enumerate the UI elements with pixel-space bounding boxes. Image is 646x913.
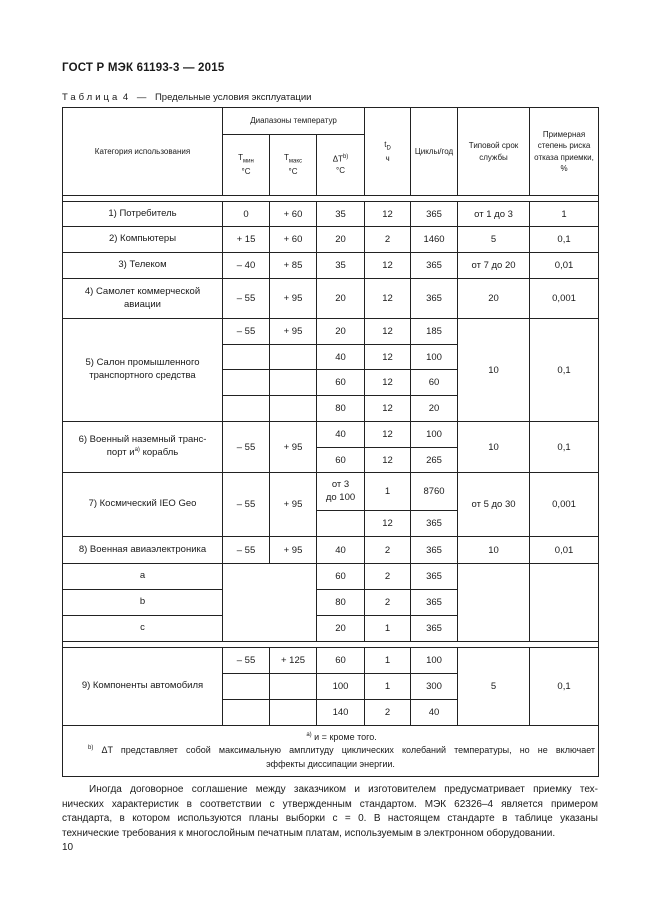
header-dt: ΔT$^{b)}$ °C xyxy=(317,135,365,196)
header-tmax: $T_{макс}$ °C xyxy=(270,135,317,196)
caption-number: 4 xyxy=(122,92,129,103)
caption-dash: — xyxy=(136,92,147,103)
table-row: 12 365 xyxy=(63,511,599,537)
page-number: 10 xyxy=(62,842,74,853)
table-row: b 80 2 365 xyxy=(63,590,599,616)
table-caption xyxy=(62,92,311,103)
table-row: 60 12 60 xyxy=(63,370,599,396)
table-row: 2) Компьютеры + 15 + 60 20 2 1460 5 0,1 xyxy=(63,227,599,253)
table-row: c 20 1 365 xyxy=(63,616,599,642)
document-header: ГОСТ Р МЭК 61193-3 — 2015 xyxy=(62,62,225,74)
caption-prefix: Таблица xyxy=(62,92,121,103)
table-row: 8) Военная авиаэлектроника – 55 + 95 40 2 365 10 0,01 xyxy=(63,537,599,564)
note-a: $^{a)}$ и = кроме того. xyxy=(306,732,377,743)
table-row: 140 2 40 xyxy=(63,700,599,726)
header-cycles: Циклы/год xyxy=(411,108,458,196)
table-row: 40 12 100 xyxy=(63,345,599,370)
body-paragraph: Иногда договорное соглашение между заказчиком и изготовителем предусматривает приемку тех- нических характеристик в соответствии с утвержденным стандартом. МЭК 62326–4 является примером стандарта, в котором используются планы выборки c = 0. В настоящем стандарте в таблице указаны технические требования к многослойным печатным платам, используемым в электронном оборудовании. xyxy=(62,784,598,839)
table-notes-row xyxy=(63,726,599,777)
table-row: 1) Потребитель 0 + 60 35 12 365 от 1 до 3 1 xyxy=(63,202,599,227)
table-row: 3) Телеком – 40 + 85 35 12 365 от 7 до 20 0,01 xyxy=(63,253,599,279)
note-b: $^{b)}$ ΔT представляет собой максимальную амплитуду циклических колебаний температуры, но не включает xyxy=(88,745,596,756)
note-b-continued: эффекты диссипации энергии. xyxy=(266,758,395,769)
table-row: 5) Салон промышленного транспортного средства – 55 + 95 20 12 185 10 0,1 xyxy=(63,319,599,345)
header-risk: Примерная степень риска отказа приемки, % xyxy=(530,108,599,196)
header-tmin: $T_{мин}$ °C xyxy=(223,135,270,196)
table-row: 6) Военный наземный транс- порт $и^{a)}$ корабль – 55 + 95 40 12 100 10 0,1 xyxy=(63,422,599,448)
table-row: 7) Космический IEO Geo – 55 + 95 от 3 до 100 1 8760 от 5 до 30 0,001 xyxy=(63,473,599,511)
table-row: 9) Компоненты автомобиля – 55 + 125 60 1 100 5 0,1 xyxy=(63,648,599,674)
header-temp-ranges: Диапазоны температур xyxy=(223,108,365,135)
header-service: Типовой срок службы xyxy=(458,108,530,196)
table-row: 60 12 265 xyxy=(63,448,599,473)
table-row: 80 12 20 xyxy=(63,396,599,422)
table-row: 4) Самолет коммерческой авиации – 55 + 95 20 12 365 20 0,001 xyxy=(63,279,599,319)
header-td: $t_D$ ч xyxy=(365,108,411,196)
limits-table xyxy=(62,107,599,777)
header-category: Категория использования xyxy=(63,108,223,196)
table-notes xyxy=(63,726,599,777)
caption-title: Предельные условия эксплуатации xyxy=(154,92,312,103)
table-row: 100 1 300 xyxy=(63,674,599,700)
table-row: a 60 2 365 xyxy=(63,564,599,590)
